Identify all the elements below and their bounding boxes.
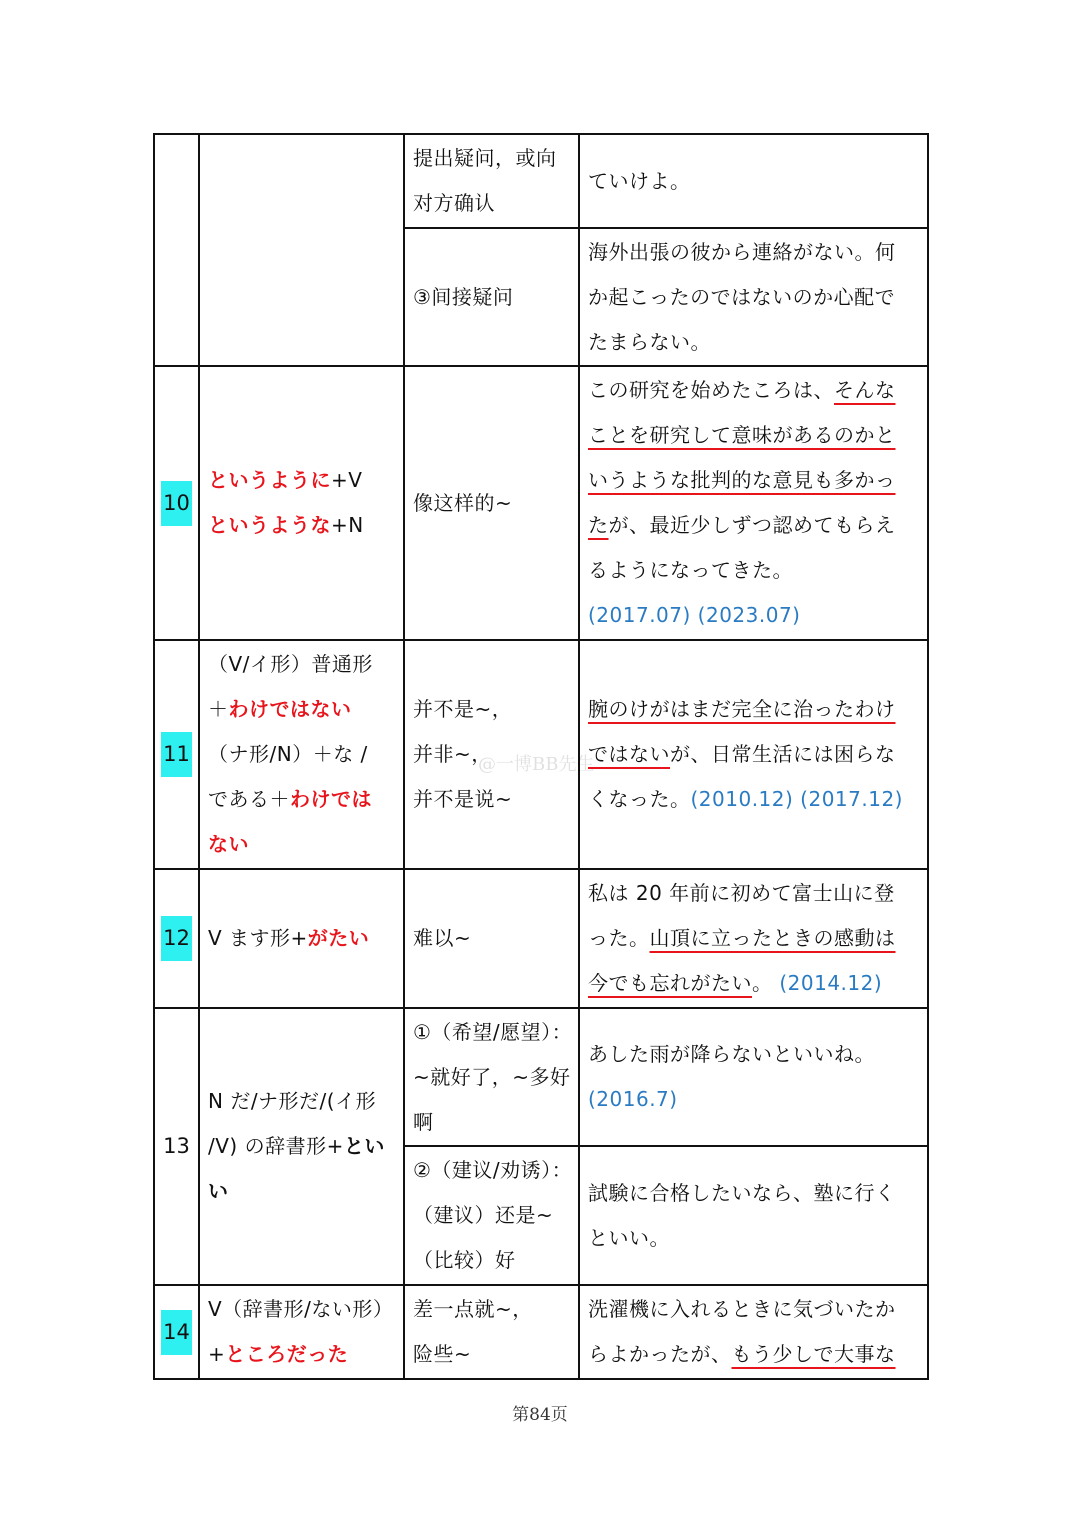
text-segment: +V	[331, 468, 363, 492]
pattern-line	[208, 916, 395, 961]
row-number: 13	[163, 1134, 190, 1158]
example-line	[588, 413, 919, 458]
text-segment: +	[208, 1342, 226, 1366]
row-number: 11	[161, 732, 192, 777]
meaning-cell	[403, 227, 580, 367]
pattern-line	[208, 1079, 395, 1124]
text-segment: 像这样的~	[413, 490, 513, 515]
pattern-line	[208, 687, 395, 732]
example-cell	[578, 1007, 929, 1147]
underlined-text: ことを研究して意味があるのかと	[588, 423, 896, 447]
row-number-cell	[153, 133, 200, 367]
example-line	[588, 732, 919, 777]
pattern-line	[208, 1332, 395, 1377]
example-line	[588, 548, 919, 593]
text-segment: った。	[588, 926, 650, 950]
example-line	[588, 159, 919, 204]
pattern-line	[208, 642, 395, 687]
text-segment: あした雨が降らないといいね。	[588, 1042, 875, 1066]
text-segment: か起こったのではないのか心配で	[588, 284, 896, 309]
example-cell	[578, 639, 929, 870]
text-segment: V ます形+	[208, 926, 308, 950]
example-line	[588, 1077, 919, 1122]
text-segment: らよかったが、	[588, 1342, 732, 1366]
exam-date: (2014.12)	[779, 971, 883, 995]
pattern-line	[208, 822, 395, 867]
meaning-line	[413, 916, 570, 961]
row-number-cell	[153, 639, 200, 870]
meaning-cell	[403, 1007, 580, 1147]
meaning-line	[413, 136, 570, 181]
pattern-cell	[198, 1007, 405, 1286]
underlined-text: そんな	[834, 378, 896, 402]
underlined-text: いうような批判的な意見も多かっ	[588, 468, 896, 492]
text-segment: ＋	[208, 697, 229, 721]
meaning-cell	[403, 868, 580, 1009]
exam-date: (2017.07) (2023.07)	[588, 603, 801, 627]
example-line	[588, 320, 919, 365]
meaning-line	[413, 1100, 570, 1145]
row-number-cell	[153, 365, 200, 641]
text-segment: ③间接疑问	[413, 284, 514, 309]
text-segment: 难以~	[413, 926, 472, 950]
pattern-line	[208, 1124, 395, 1169]
text-segment: るようになってきた。	[588, 558, 793, 582]
grammar-keyword: ない	[208, 832, 249, 856]
text-segment: ていけよ。	[588, 168, 691, 193]
text-segment: 并不是~，	[413, 697, 513, 721]
example-line	[588, 1332, 919, 1377]
underlined-text: 山頂に立ったときの感動は	[649, 926, 896, 950]
meaning-line	[413, 1238, 570, 1283]
text-segment: といい。	[588, 1225, 670, 1250]
meaning-line	[413, 1193, 570, 1238]
row-number-cell	[153, 868, 200, 1009]
meaning-line	[413, 275, 570, 320]
text-segment: /V) の辞書形+	[208, 1134, 344, 1158]
text-segment: とい	[343, 1134, 385, 1158]
example-cell	[578, 1284, 929, 1380]
text-segment: が、日常生活には困らな	[670, 742, 896, 766]
meaning-line	[413, 1010, 573, 1055]
example-line	[588, 458, 919, 503]
meaning-line	[413, 1148, 573, 1193]
watermark: @一博BB先生	[478, 754, 595, 775]
text-segment: V（辞書形/ない形）	[208, 1297, 394, 1321]
text-segment: この研究を始めたころは、	[588, 378, 834, 402]
text-segment: 并非~，	[413, 742, 492, 766]
text-segment: 啊	[413, 1109, 434, 1134]
meaning-line	[413, 481, 570, 526]
text-segment: （建议）还是~	[413, 1203, 554, 1227]
row-number: 14	[161, 1310, 192, 1355]
row-number: 10	[161, 481, 192, 526]
text-segment: 险些~	[413, 1342, 472, 1366]
grammar-keyword: がたい	[307, 926, 370, 950]
meaning-line	[413, 687, 570, 732]
pattern-line	[208, 777, 395, 822]
grammar-keyword: というような	[208, 513, 331, 537]
pattern-line	[208, 503, 395, 548]
exam-date: (2010.12) (2017.12)	[690, 787, 903, 811]
meaning-line	[413, 181, 570, 226]
text-segment: 海外出張の彼から連絡がない。何	[588, 239, 896, 264]
exam-date: (2016.7)	[588, 1087, 678, 1111]
text-segment: ①（希望/愿望）：	[413, 1019, 573, 1044]
pattern-line	[208, 1169, 395, 1214]
example-line	[588, 916, 919, 961]
grammar-keyword: わけでは	[290, 787, 372, 811]
underlined-text: もう少しで大事な	[731, 1342, 896, 1366]
pattern-cell	[198, 868, 405, 1009]
example-line	[588, 230, 919, 275]
pattern-line	[208, 458, 395, 503]
text-segment: ~就好了，~多好	[413, 1064, 571, 1089]
meaning-cell	[403, 133, 580, 229]
text-segment: （V/イ形）普通形	[208, 652, 373, 676]
pattern-cell	[198, 639, 405, 870]
page-number: 第84页	[512, 1405, 568, 1425]
pattern-cell	[198, 365, 405, 641]
example-cell	[578, 1145, 929, 1286]
example-line	[588, 1287, 919, 1332]
grammar-keyword: というように	[208, 468, 331, 492]
meaning-cell	[403, 1145, 580, 1286]
text-segment: 私は 20 年前に初めて富士山に登	[588, 881, 895, 905]
text-segment: くなった。	[588, 787, 691, 811]
underlined-text: た	[588, 513, 609, 537]
example-line	[588, 368, 919, 413]
text-segment: 洗濯機に入れるときに気づいたか	[588, 1297, 896, 1321]
text-segment: ②（建议/劝诱）：	[413, 1158, 573, 1182]
text-segment: である＋	[208, 787, 290, 811]
example-line	[588, 1032, 919, 1077]
meaning-line	[413, 1332, 570, 1377]
pattern-line	[208, 732, 395, 777]
grammar-keyword: ところだった	[225, 1342, 349, 1366]
grammar-keyword: わけではない	[228, 697, 352, 721]
example-line	[588, 777, 919, 822]
example-line	[588, 871, 919, 916]
text-segment: い	[208, 1179, 229, 1203]
example-cell	[578, 365, 929, 641]
example-cell	[578, 868, 929, 1009]
text-segment: N だ/ナ形だ/(イ形	[208, 1089, 377, 1113]
text-segment: （ナ形/N）＋な /	[208, 742, 368, 766]
text-segment: 并不是说~	[413, 787, 513, 811]
text-segment: たまらない。	[588, 329, 711, 354]
underlined-text: 今でも忘れがたい	[588, 971, 752, 995]
text-segment: が、最近少しずつ認めてもらえ	[608, 513, 896, 537]
row-number	[175, 228, 179, 273]
text-segment: 。	[752, 971, 780, 995]
example-line	[588, 503, 919, 548]
example-line	[588, 1171, 919, 1216]
example-line	[588, 1216, 919, 1261]
text-segment: +N	[331, 513, 364, 537]
underlined-text: 腕のけがはまだ完全に治ったわけ	[588, 697, 896, 721]
text-segment: 提出疑问，或向	[413, 146, 557, 170]
pattern-cell	[198, 1284, 405, 1380]
meaning-line	[413, 1055, 570, 1100]
row-number-cell	[153, 1284, 200, 1380]
text-segment: （比较）好	[413, 1248, 516, 1272]
text-segment: 对方确认	[413, 191, 495, 215]
text-segment: 試験に合格したいなら、塾に行く	[588, 1180, 896, 1205]
example-line	[588, 275, 919, 320]
example-line	[588, 593, 919, 638]
underlined-text: ではない	[588, 742, 670, 766]
example-cell	[578, 133, 929, 229]
row-number-cell	[153, 1007, 200, 1286]
meaning-cell	[403, 365, 580, 641]
example-cell	[578, 227, 929, 367]
pattern-line	[208, 1287, 395, 1332]
meaning-line	[413, 777, 570, 822]
meaning-cell	[403, 1284, 580, 1380]
row-number: 12	[161, 916, 192, 961]
meaning-line	[413, 1287, 570, 1332]
example-line	[588, 687, 919, 732]
pattern-cell	[198, 133, 405, 367]
text-segment: 差一点就~，	[413, 1297, 533, 1321]
example-line	[588, 961, 919, 1006]
